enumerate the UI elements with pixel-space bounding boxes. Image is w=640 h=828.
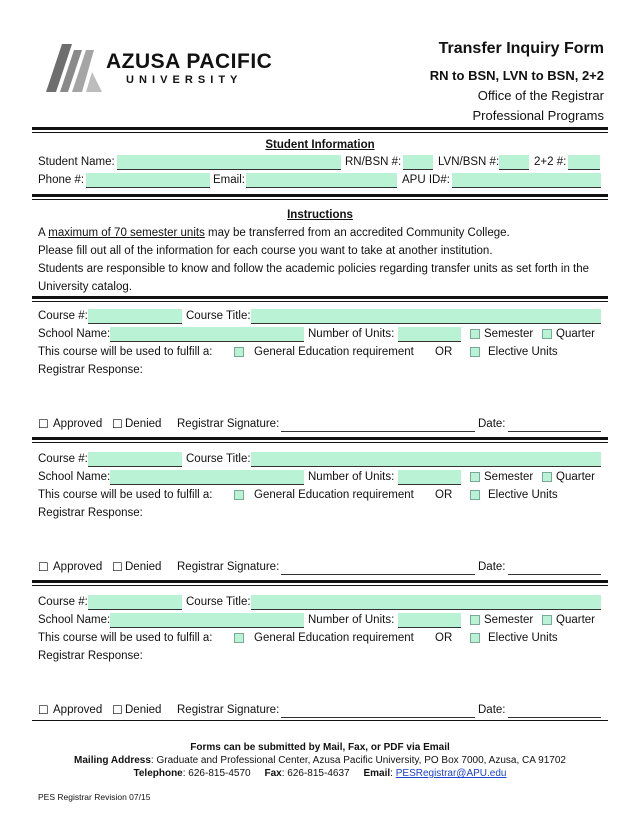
rnbsn-label: RN/BSN #: (345, 156, 402, 168)
units-label: Number of Units: (308, 471, 395, 483)
registrar-signature-label: Registrar Signature: (177, 704, 280, 716)
units-field[interactable] (398, 327, 461, 342)
footer-mailing (0, 754, 640, 768)
school-name-field[interactable] (110, 470, 304, 485)
semester-checkbox[interactable] (470, 615, 480, 625)
course-title-field[interactable] (251, 452, 601, 467)
approved-box-icon: ☐ (38, 417, 49, 431)
denied-label: Denied (125, 418, 162, 430)
divider (32, 127, 608, 130)
approved-box-icon: ☐ (38, 703, 49, 717)
phone-field[interactable] (86, 173, 210, 188)
divider (32, 585, 608, 586)
instructions-line-4: University catalog. (38, 281, 132, 293)
instructions-max-units: maximum of 70 semester units (48, 227, 205, 239)
semester-label: Semester (484, 471, 534, 483)
registrar-signature-line[interactable] (281, 560, 475, 575)
school-name-field[interactable] (110, 613, 304, 628)
quarter-checkbox[interactable] (542, 329, 552, 339)
course-title-label: Course Title: (186, 596, 251, 608)
email-label: Email: (213, 174, 245, 186)
approved-checkbox[interactable] (38, 560, 49, 575)
quarter-label: Quarter (556, 614, 595, 626)
denied-label: Denied (125, 704, 162, 716)
divider (32, 720, 608, 721)
denied-box-icon: ☐ (112, 417, 123, 431)
or-label: OR (435, 489, 453, 501)
email-field[interactable] (246, 173, 397, 188)
quarter-label: Quarter (556, 328, 595, 340)
lvnbsn-label: LVN/BSN #: (438, 156, 500, 168)
office-name: Office of the Registrar (477, 88, 604, 103)
programs-subtitle: RN to BSN, LVN to BSN, 2+2 (429, 68, 604, 83)
approved-box-icon: ☐ (38, 560, 49, 574)
course-block (0, 587, 640, 727)
date-label: Date: (478, 561, 506, 573)
instructions-line-1-post: may be transferred from an accredited Community College. (204, 227, 510, 239)
footer-mailing-label: Mailing Address (74, 755, 151, 766)
divider (32, 132, 608, 133)
elective-checkbox[interactable] (470, 633, 480, 643)
divider (32, 437, 608, 440)
registrar-response-label: Registrar Response: (38, 364, 143, 376)
footer-email-label: Email (363, 768, 391, 779)
course-title-field[interactable] (251, 595, 601, 610)
footer-fax-label: Fax (264, 768, 282, 779)
ge-label: General Education requirement (254, 632, 414, 644)
instructions-line-1-pre: A (38, 227, 49, 239)
units-label: Number of Units: (308, 328, 395, 340)
school-name-label: School Name: (38, 614, 111, 626)
apuid-field[interactable] (452, 173, 601, 188)
revision-note: PES Registrar Revision 07/15 (38, 792, 151, 802)
logo-sub: U N I V E R S I T Y (126, 74, 239, 86)
elective-checkbox[interactable] (470, 347, 480, 357)
units-field[interactable] (398, 613, 461, 628)
department-name: Professional Programs (472, 108, 604, 123)
date-line[interactable] (508, 560, 601, 575)
or-label: OR (435, 632, 453, 644)
ge-checkbox[interactable] (234, 347, 244, 357)
school-name-field[interactable] (110, 327, 304, 342)
fulfill-label: This course will be used to fulfill a: (38, 346, 213, 358)
instructions-line-2: Please fill out all of the information for each course you want to take at another institution. (38, 245, 493, 257)
divider (32, 580, 608, 583)
instructions-line-1 (38, 226, 510, 240)
approved-label: Approved (53, 561, 103, 573)
course-number-field[interactable] (88, 309, 182, 324)
date-line[interactable] (508, 703, 601, 718)
course-number-label: Course #: (38, 596, 88, 608)
course-block (0, 301, 640, 441)
ge-label: General Education requirement (254, 346, 414, 358)
registrar-signature-label: Registrar Signature: (177, 418, 280, 430)
units-label: Number of Units: (308, 614, 395, 626)
denied-label: Denied (125, 561, 162, 573)
course-block (0, 444, 640, 584)
denied-checkbox[interactable] (112, 703, 123, 718)
registrar-response-label: Registrar Response: (38, 650, 143, 662)
ge-checkbox[interactable] (234, 633, 244, 643)
student-name-label: Student Name: (38, 156, 115, 168)
course-title-field[interactable] (251, 309, 601, 324)
registrar-signature-line[interactable] (281, 703, 475, 718)
denied-checkbox[interactable] (112, 560, 123, 575)
quarter-checkbox[interactable] (542, 615, 552, 625)
registrar-signature-line[interactable] (281, 417, 475, 432)
fulfill-label: This course will be used to fulfill a: (38, 632, 213, 644)
footer-phone-value: : 626-815-4570 (182, 768, 251, 779)
student-name-field[interactable] (117, 155, 341, 170)
course-number-label: Course #: (38, 310, 88, 322)
elective-label: Elective Units (488, 632, 558, 644)
elective-checkbox[interactable] (470, 490, 480, 500)
divider (32, 442, 608, 443)
logo-name: AZUSA PACIFIC (106, 50, 273, 73)
footer-fax-value: : 626-815-4637 (281, 768, 350, 779)
or-label: OR (435, 346, 453, 358)
apuid-label: APU ID#: (402, 174, 450, 186)
denied-checkbox[interactable] (112, 417, 123, 432)
approved-label: Approved (53, 418, 103, 430)
quarter-label: Quarter (556, 471, 595, 483)
instructions-line-3: Students are responsible to know and follow the academic policies regarding transfer units as set forth in the (38, 263, 590, 275)
school-name-label: School Name: (38, 471, 111, 483)
instructions-heading: Instructions (287, 209, 353, 221)
footer-email-link[interactable]: PESRegistrar@APU.edu (395, 768, 507, 779)
approved-checkbox[interactable] (38, 417, 49, 432)
ge-checkbox[interactable] (234, 490, 244, 500)
semester-checkbox[interactable] (470, 329, 480, 339)
elective-label: Elective Units (488, 489, 558, 501)
approved-checkbox[interactable] (38, 703, 49, 718)
rnbsn-field[interactable] (403, 155, 433, 170)
fulfill-label: This course will be used to fulfill a: (38, 489, 213, 501)
units-field[interactable] (398, 470, 461, 485)
divider (32, 199, 608, 200)
date-line[interactable] (508, 417, 601, 432)
form-title: Transfer Inquiry Form (438, 40, 604, 57)
lvnbsn-field[interactable] (499, 155, 529, 170)
date-label: Date: (478, 418, 506, 430)
semester-label: Semester (484, 328, 534, 340)
two-plus-two-label: 2+2 #: (534, 156, 567, 168)
registrar-response-label: Registrar Response: (38, 507, 143, 519)
course-number-label: Course #: (38, 453, 88, 465)
approved-label: Approved (53, 704, 103, 716)
denied-box-icon: ☐ (112, 703, 123, 717)
date-label: Date: (478, 704, 506, 716)
school-name-label: School Name: (38, 328, 111, 340)
divider (32, 296, 608, 299)
quarter-checkbox[interactable] (542, 472, 552, 482)
footer-submit: Forms can be submitted by Mail, Fax, or PDF via Email (190, 742, 450, 753)
divider (32, 194, 608, 197)
semester-checkbox[interactable] (470, 472, 480, 482)
footer-contact: Telephone: 626-815-4570 Fax: 626-815-4637 Email: PESRegistrar@APU.edu (133, 768, 507, 779)
registrar-signature-label: Registrar Signature: (177, 561, 280, 573)
course-number-field[interactable] (88, 595, 182, 610)
course-number-field[interactable] (88, 452, 182, 467)
phone-label: Phone #: (38, 174, 85, 186)
course-title-label: Course Title: (186, 310, 251, 322)
course-title-label: Course Title: (186, 453, 251, 465)
apu-logo-mark-icon (42, 42, 104, 94)
semester-label: Semester (484, 614, 534, 626)
two-plus-two-field[interactable] (568, 155, 600, 170)
apu-logo (42, 42, 292, 94)
student-info-heading: Student Information (265, 139, 375, 151)
denied-box-icon: ☐ (112, 560, 123, 574)
footer-mailing-value: : Graduate and Professional Center, Azusa Pacific University, PO Box 7000, Azusa, CA 91702 (150, 755, 566, 766)
ge-label: General Education requirement (254, 489, 414, 501)
elective-label: Elective Units (488, 346, 558, 358)
footer-phone-label: Telephone (133, 768, 183, 779)
